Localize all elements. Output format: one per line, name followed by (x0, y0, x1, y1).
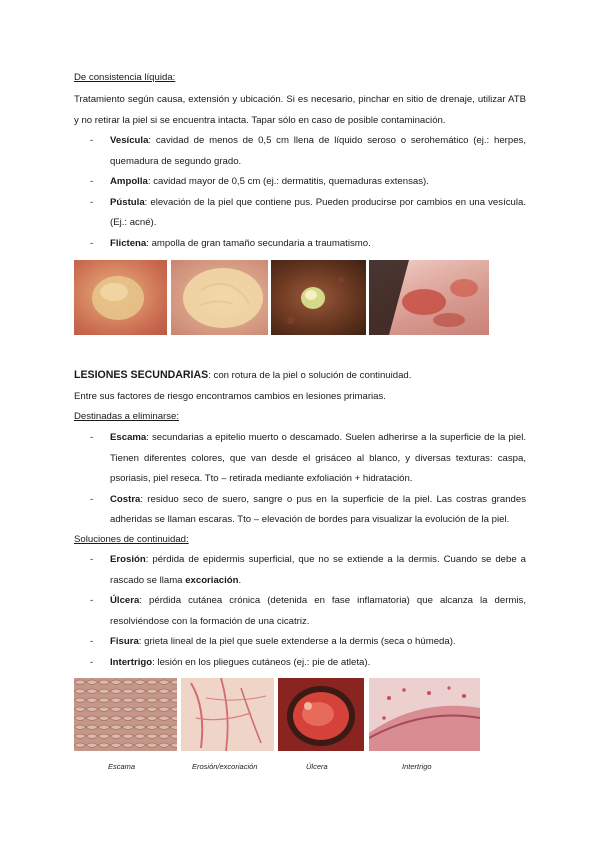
scale-photo (74, 678, 177, 751)
definition: : pérdida cutánea crónica (detenida en fase inflamatoria) que alcanza la dermis, resolviéndose con la formación de una cicatriz. (110, 595, 526, 627)
vesicle-photo (74, 260, 167, 335)
heading-remove: Destinadas a eliminarse: (74, 411, 180, 422)
list-item (74, 550, 526, 591)
definition: : residuo seco de suero, sangre o pus en la superficie de la piel. Las costras grandes adheridas se llaman escaras. Tto – elevación de bordes para visualizar la evolución de la piel. (110, 493, 526, 525)
term-intertrigo: Intertrigo (110, 656, 153, 668)
pustule-photo (271, 260, 366, 335)
bullet-dash: - (90, 656, 94, 668)
list-item (74, 490, 526, 531)
bullet-dash: - (90, 493, 94, 505)
liquid-list (74, 131, 526, 254)
bullet-dash: - (90, 432, 94, 443)
caption-intertrigo: Intertrigo (402, 762, 432, 771)
secondary-title-line (74, 365, 526, 387)
caption-erosion: Erosión/excoriación (192, 762, 258, 771)
bullet-dash: - (90, 636, 94, 647)
list-item (74, 193, 526, 234)
term-pustula: Pústula (110, 196, 145, 208)
term-ulcera: Úlcera (110, 595, 140, 606)
secondary-title-rest: : con rotura de la piel o solución de continuidad. (208, 370, 412, 381)
bullet-dash: - (90, 595, 94, 606)
liquid-intro: Tratamiento según causa, extensión y ubicación. Si es necesario, pinchar en sitio de drenaje, utilizar ATB y no retirar la piel si se encuentra intacta. Tapar sólo en caso de posible contaminación. (74, 94, 526, 126)
caption-escama: Escama (108, 762, 136, 771)
flictena-photo (369, 260, 489, 335)
definition-end: . (238, 574, 242, 586)
definition: : ampolla de gran tamaño secundaria a traumatismo. (146, 237, 371, 249)
definition: : secundarias a epitelio muerto o descamado. Suelen adherirse a la superficie de la piel. Tienen diferentes colores, que van desde el grisáceo al blanco, y diversas texturas: caspa, psoriasis, piel reseca. Tto – retirada mediante exfoliación + hidratación. (110, 432, 526, 484)
secondary-lesions-image-row (74, 678, 480, 751)
intertrigo-photo (369, 678, 480, 751)
term-fisura: Fisura (110, 636, 139, 647)
secondary-intro: Entre sus factores de riesgo encontramos cambios en lesiones primarias. (74, 391, 386, 402)
list-item (74, 653, 526, 674)
bullet-dash: - (90, 196, 94, 208)
list-item (74, 172, 526, 193)
term-ampolla: Ampolla (110, 176, 148, 187)
term-flictena: Flictena (110, 237, 147, 249)
heading-liquid: De consistencia líquida: (74, 72, 176, 83)
erosion-photo (181, 678, 274, 751)
definition: : lesión en los pliegues cutáneos (ej.: pie de atleta). (152, 656, 371, 668)
bullet-dash: - (90, 135, 94, 146)
secondary-title: LESIONES SECUNDARIAS (74, 369, 209, 381)
remove-list (74, 428, 526, 531)
term-costra: Costra (110, 493, 141, 505)
bullet-dash: - (90, 554, 94, 565)
list-item (74, 428, 526, 490)
caption-ulcera: Úlcera (306, 762, 328, 771)
term-erosion: Erosión (110, 554, 146, 565)
primary-lesions-image-row (74, 260, 489, 335)
list-item (74, 632, 526, 653)
list-item (74, 131, 526, 172)
list-item (74, 234, 526, 255)
definition: : pérdida de epidermis superficial, que no se extiende a la dermis. Cuando se debe a rascado se llama (110, 554, 526, 586)
definition: : cavidad de menos de 0,5 cm llena de líquido seroso o serohemático (ej.: herpes, quemadura de segundo grado. (110, 135, 526, 167)
continuity-list (74, 550, 526, 673)
term-excoriacion: excoriación (185, 574, 239, 586)
term-escama: Escama (110, 432, 147, 443)
definition: : elevación de la piel que contiene pus. Pueden producirse por cambios en una vesícula. (Ej.: acné). (110, 196, 526, 228)
bullet-dash: - (90, 176, 94, 187)
heading-continuity: Soluciones de continuidad: (74, 534, 189, 545)
list-item (74, 591, 526, 632)
bullet-dash: - (90, 237, 94, 249)
ulcer-photo (278, 678, 364, 751)
definition: : cavidad mayor de 0,5 cm (ej.: dermatitis, quemaduras extensas). (147, 176, 429, 187)
bulla-photo (171, 260, 268, 335)
definition: : grieta lineal de la piel que suele extenderse a la dermis (seca o húmeda). (138, 636, 456, 647)
term-vesicula: Vesícula (110, 135, 149, 146)
